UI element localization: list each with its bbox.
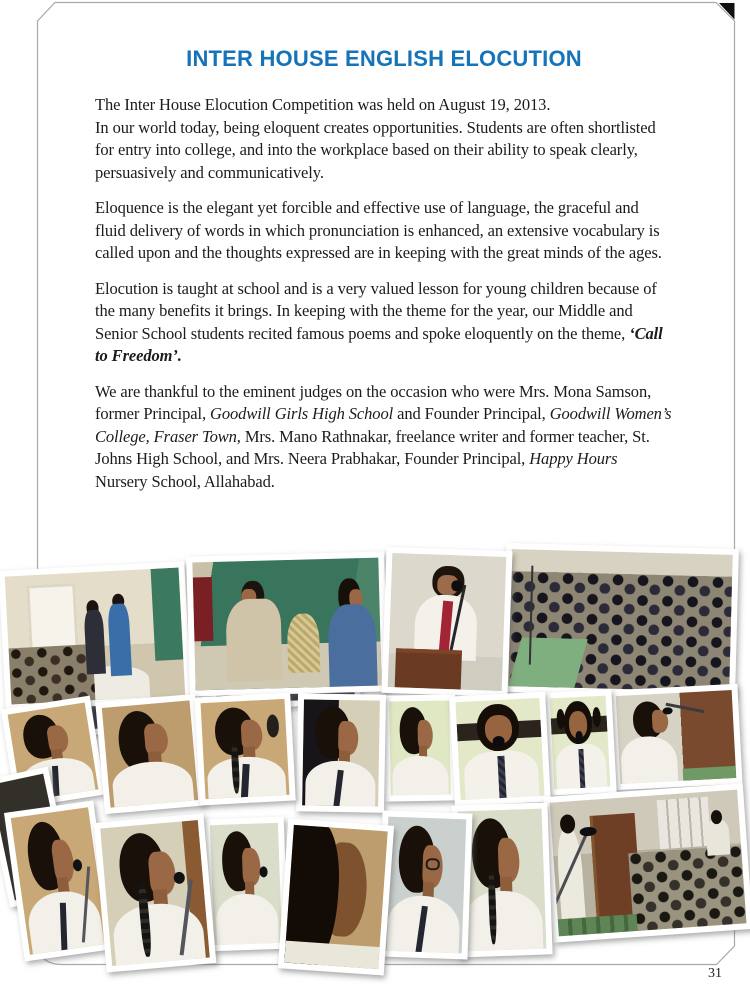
photo-speaker-podium xyxy=(381,547,512,697)
text-segment: ‘Call to Freedom’. xyxy=(95,323,663,365)
text-segment: We are thankful to the eminent judges on the occasion who were Mrs. Mona Samson, former Principal, xyxy=(95,381,652,423)
photo-girl-braid-podium xyxy=(94,813,217,972)
photo-girl-singing-mic xyxy=(449,692,551,807)
photo-boy-pale-backdrop xyxy=(383,694,457,801)
text-segment: Eloquence is the elegant yet forcible and effective use of language, the graceful and fluid delivery of words in which pronunciation is enhanced, an extensive vocabulary is called upon and the thoughts expressed are in keeping with the great minds of the ages. xyxy=(95,198,662,262)
photo-boy-dark-backdrop xyxy=(296,693,386,813)
photo-student-audience xyxy=(502,543,739,698)
photo-girl-pigtails-mic xyxy=(543,689,616,795)
text-segment: Nursery School, Allahabad. xyxy=(95,471,275,491)
photo-boy-mic-stand xyxy=(609,684,742,791)
photo-girl-braid-profile xyxy=(194,693,296,806)
photo-young-girl-mic xyxy=(204,817,289,952)
text-segment: , Mrs. Mano Rathnakar, freelance writer and former teacher, St. Johns High School, and Mrs. Neera Prabhakar, Founder Principal, xyxy=(95,426,650,468)
photo-audience-classroom xyxy=(0,561,192,711)
text-segment: The Inter House Elocution Competition was held on August 19, 2013. xyxy=(95,95,551,114)
text-segment: Goodwill Girls High School xyxy=(210,404,394,423)
text-segment: In our world today, being eloquent creates opportunities. Students are often shortlisted for entry into college, and into the workplace based on their ability to speak clearly, persuasively and communicatively. xyxy=(95,117,656,182)
text-segment: Elocution is taught at school and is a very valued lesson for young children because of the many benefits it brings. In keeping with the theme for the year, our Middle and Senior School students recited famous poems and spoke eloquently on the theme, xyxy=(95,278,657,343)
photo-judges-table xyxy=(186,551,388,696)
page-title: INTER HOUSE ENGLISH ELOCUTION xyxy=(186,46,582,71)
text-segment: Happy Hours xyxy=(529,449,618,468)
photo-girl-closeup-profile xyxy=(278,818,394,975)
text-segment: and Founder Principal, xyxy=(393,404,550,423)
page-number: 31 xyxy=(708,966,722,981)
text-segment: Goodwill Women’s College, Fraser Town xyxy=(95,404,672,446)
photo-girl-bob-profile xyxy=(95,694,204,814)
photo-hall-podium-audience xyxy=(543,783,750,943)
